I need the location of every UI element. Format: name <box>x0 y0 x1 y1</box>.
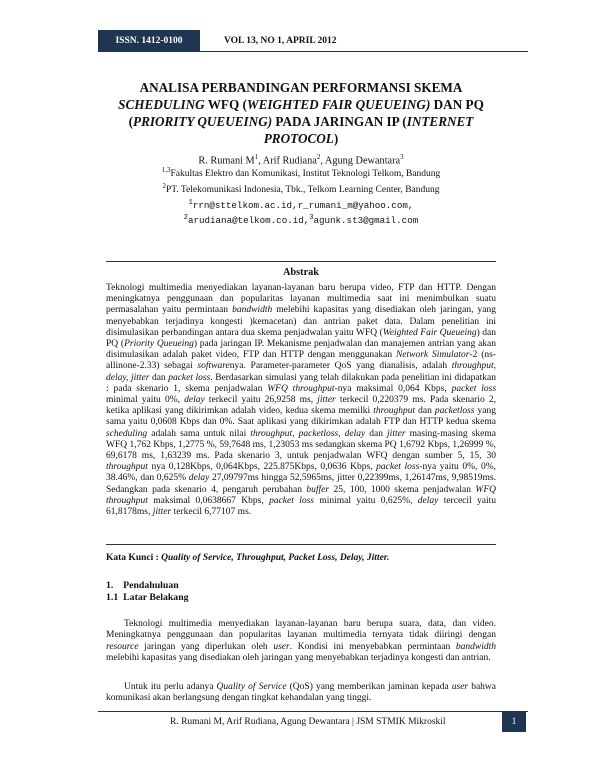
volume-label: VOL 13, NO 1, APRIL 2012 <box>224 36 337 46</box>
affiliations <box>96 164 506 227</box>
keywords <box>106 553 506 563</box>
title-part: WEIGHTED FAIR QUEUEING) <box>246 97 431 112</box>
title-part: PROTOCOL <box>263 131 334 146</box>
footer-text: R. Rumani M, Arif Rudiana, Agung Dewantara | JSM STMIK Mikroskil <box>170 717 446 727</box>
title-part: DAN PQ <box>430 97 484 112</box>
header-rule <box>98 51 528 52</box>
email-sup: 2 <box>183 213 188 222</box>
title-line-1: ANALISA PERBANDINGAN PERFORMANSI SKEMA <box>139 80 463 95</box>
paper-title <box>96 79 506 147</box>
intro-paragraph-2: Untuk itu perlu adanya Quality of Service (QoS) yang memberikan jaminan kepada user bahwa komunikasi akan berlangsung dengan tingkat kehandalan yang tinggi. <box>106 682 497 704</box>
author-sup: 1 <box>254 153 259 161</box>
page-number: 1 <box>502 712 526 732</box>
title-part: INTERNET <box>406 114 474 129</box>
abstract-bottom-rule <box>106 544 496 545</box>
keyword: Quality of Service <box>161 553 232 563</box>
email-3[interactable]: agunk.st3@gmail.com <box>313 215 419 227</box>
title-part: SCHEDULING <box>118 97 205 112</box>
affiliation-2: PT. Telekomunikasi Indonesia, Tbk., Telkom Learning Center, Bandung <box>165 185 440 196</box>
email-1[interactable]: rrn@sttelkom.ac.id,r_rumani_m@yahoo.com, <box>192 199 414 211</box>
affil-sup: 2 <box>162 182 166 191</box>
keyword-list: , Throughput, Packet Loss, Delay, Jitter. <box>231 553 390 563</box>
email-2[interactable]: arudiana@telkom.co.id, <box>187 215 310 227</box>
author-name: , Arif Rudiana <box>258 155 317 167</box>
intro-paragraph-1: Teknologi multimedia menyediakan layanan-layanan baru berupa suara, data, dan video. Meningkatnya penggunaan dan popularitas layanan multimedia ternyata tidak diiringi dengan resource jaringan yang diperlukan oleh user. Kondisi ini menyebabkan permintaan bandwidth melebihi kapasitas yang disediakan oleh jaringan yang menyebabkan terjadinya kongesti dan antrian. <box>106 619 497 664</box>
email-sup: 1 <box>188 198 193 207</box>
abstract-top-rule <box>106 261 496 262</box>
affil-sup: 1,3 <box>161 166 171 174</box>
author-name: , Agung Dewantara <box>320 155 401 167</box>
author-sup: 2 <box>316 153 321 161</box>
title-part: PRIORITY QUEUEING) <box>133 114 273 129</box>
affiliation-1: Fakultas Elektro dan Komunikasi, Institut Teknologi Telkom, Bandung <box>170 169 441 180</box>
issn-label: ISSN. 1412-0100 <box>98 30 200 52</box>
section-heading: 1. Pendahuluan <box>106 580 179 591</box>
author-name: R. Rumani M <box>198 155 255 167</box>
abstract-heading: Abstrak <box>282 267 320 278</box>
journal-header <box>0 30 600 52</box>
title-part: ( <box>128 114 134 129</box>
subsection-heading: 1.1 Latar Belakang <box>106 592 189 603</box>
author-sup: 3 <box>400 153 404 161</box>
abstract-body: Teknologi multimedia menyediakan layanan-layanan baru berupa video, FTP dan HTTP. Dengan meningkatnya penggunaan dan popularitas layanan multimedia saat ini menimbulkan suatu permasalahan yaitu permintaan bandwidth melebihi kapasitas yang disediakan oleh jaringan, yang menyebabkan terjadinya kongesti )kemacetan) dan antrian paket data. Dalam penelitian ini disimulasikan perbandingan antara dua skema penjadwalan yaitu WFQ (Weighted Fair Queueing) dan PQ (Priority Queueing) pada jaringan IP. Mekanisme penjadwalan dan manajemen antrian yang akan disimulasikan adalah paket video, FTP dan HTTP dengan menggunakan Network Simulator-2 (ns-allinone-2.33) sebagai softwarenya. Parameter-parameter QoS yang dianalisis, adalah throughput, delay, jitter dan packet loss. Berdasarkan simulasi yang telah dilakukan pada penelitian ini didapatkan : pada skenario 1, skema penjadwalan WFQ throughput-nya maksimal 0,064 Kbps, packet loss minimal yaitu 0%, delay terkecil yaitu 26,9258 ms, jitter terkecil 0,220379 ms. Pada skenario 2, ketika aplikasi yang dikirimkan adalah video, kedua skema memilki throughput dan packetloss yang sama yaitu 0,0608 Kbps dan 0%. Saat aplikasi yang dikirimkan adalah FTP dan HTTP kedua skema scheduling adalah sama untuk nilai throughput, packetloss, delay dan jitter masing-masing skema WFQ 1,762 Kbps, 1,2775 %, 59,7648 ms, 1,23053 ms sedangkan skema PQ 1,6792 Kbps, 1,26999 %, 69,6178 ms, 1,63239 ms. Pada skenario 3, untuk penjadwalan WFQ dengan sumber 5, 15, 30 throughput nya 0,128Kbps, 0,064Kbps, 225.875Kbps, 0,0636 Kbps, packet loss-nya yaitu 0%, 0%, 38.46%, dan 0,625% delay 27,09797ms hingga 52,5965ms, jitter 0,22399ms, 1,26147ms, 9,98519ms. Sedangkan pada skenario 4, pengaruh perubahan buffer 25, 100, 1000 skema penjadwalan WFQ throughput maksimal 0,0638667 Kbps, packet loss minimal yaitu 0,625%, delay tercecil yaitu 61,8178ms, jitter terkecil 6,77107 ms. <box>106 283 497 518</box>
email-sup: 3 <box>309 213 314 222</box>
title-part: ) <box>333 131 339 146</box>
title-part: PADA JARINGAN IP ( <box>272 114 407 129</box>
keywords-label: Kata Kunci : <box>106 553 162 563</box>
title-part: WFQ ( <box>204 97 247 112</box>
footer-rule <box>98 711 528 712</box>
